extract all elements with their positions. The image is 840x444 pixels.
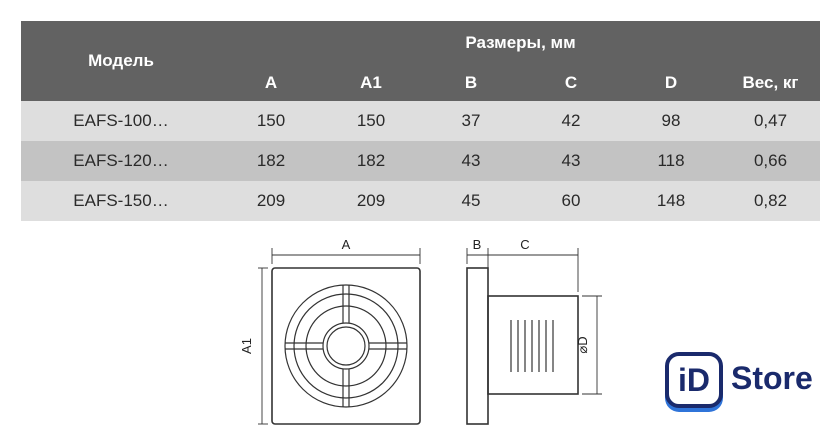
cell-d: 148 [656,191,686,210]
cell-weight: 0,66 [753,151,788,170]
dim-c-label: C [520,237,530,252]
cell-b: 37 [461,111,481,130]
cell-c: 60 [561,191,581,210]
grille-outer-ring [285,285,407,407]
header-col-weight: Вес, кг [742,73,799,92]
side-view [467,237,602,424]
dim-a1-label: A1 [239,338,254,354]
row-model: EAFS-120… [73,151,169,170]
cell-c: 42 [561,111,581,130]
cell-weight: 0,82 [753,191,788,210]
header-col-d: D [664,73,678,92]
logo-mark [665,352,723,408]
dim-d-label: ⌀D [575,336,590,354]
cell-a1: 182 [356,151,386,170]
cell-b: 43 [461,151,481,170]
header-model: Модель [88,51,154,70]
header-col-a: A [264,73,278,92]
cell-d: 118 [657,151,685,170]
cell-a1: 150 [356,111,386,130]
cell-c: 43 [561,151,581,170]
header-col-b: B [464,73,478,92]
grille-hub-inner [327,327,365,365]
header-col-c: C [564,73,578,92]
row-model: EAFS-150… [73,191,169,210]
cell-a: 182 [256,151,286,170]
grille-ring [294,294,398,398]
grille-hub [323,323,369,369]
header-dimensions-group: Размеры, мм [465,33,576,52]
header-col-a1: A1 [360,73,382,92]
row-model: EAFS-100… [73,111,169,130]
side-panel-outline [467,268,488,424]
cell-b: 45 [461,191,481,210]
logo-mark-text: iD [678,362,710,398]
cell-a: 150 [256,111,286,130]
dim-b-label: B [472,237,482,252]
cell-a: 209 [256,191,286,210]
side-duct-outline [488,296,578,394]
cell-weight: 0,47 [753,111,788,130]
grille-ring-inner [306,306,386,386]
dim-a-label: A [341,237,351,252]
logo-text: Store [731,360,813,396]
front-view [239,237,420,424]
cell-d: 98 [661,111,681,130]
cell-a1: 209 [356,191,386,210]
